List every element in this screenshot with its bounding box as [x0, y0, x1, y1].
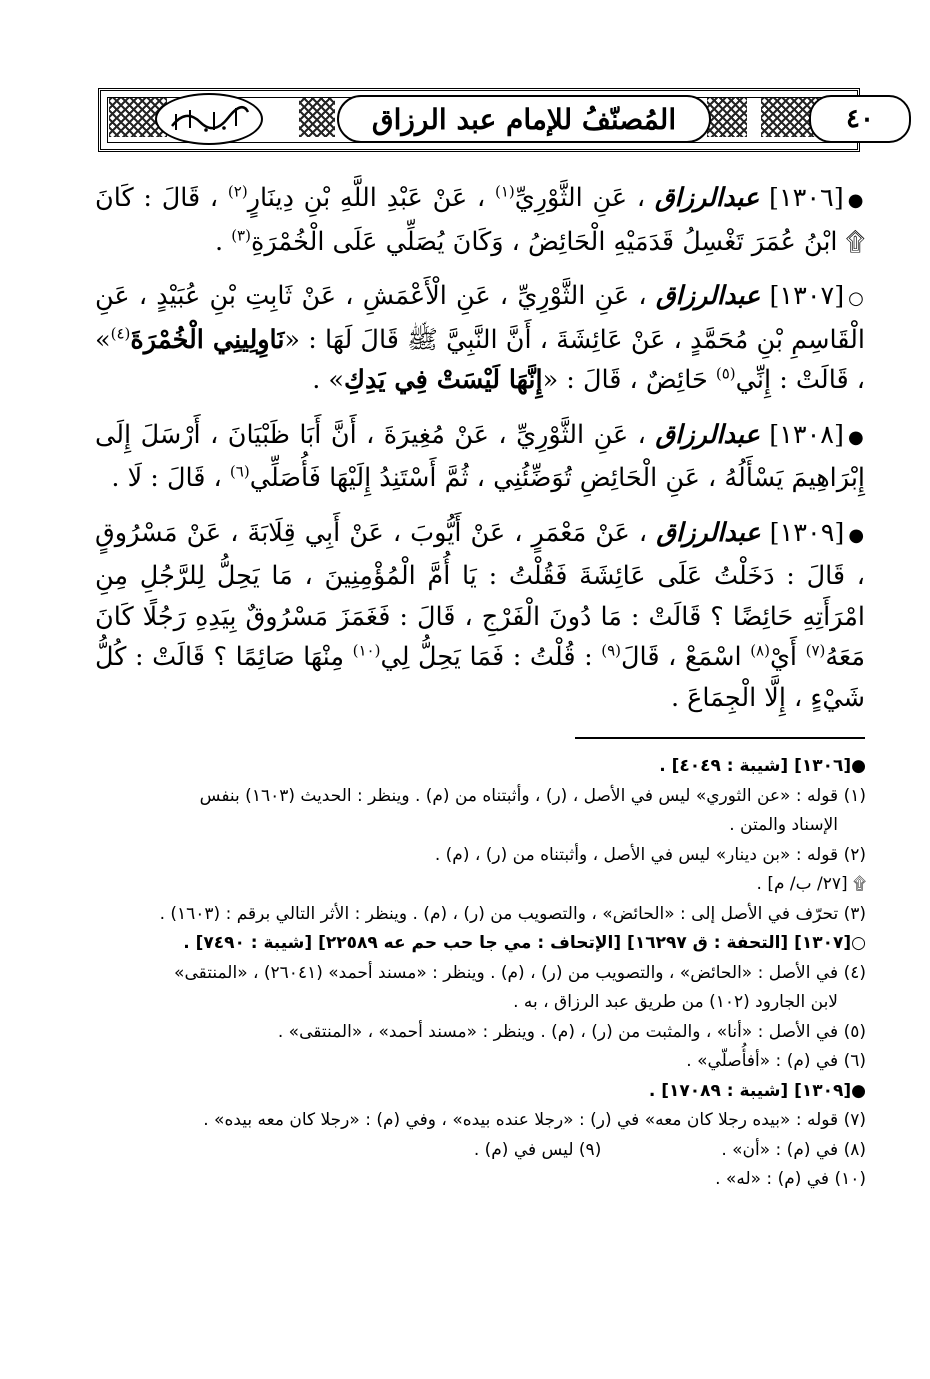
- hadith-1309: [95, 513, 865, 719]
- footnote-text: (١) قوله : «عن الثوري» ليس في الأصل ، (ر) ، وأثبتناه من (م) . وينظر : الحديث (١٦٠٣) بنفس: [199, 785, 866, 806]
- header-ornament-mid-right: [707, 97, 747, 137]
- footnote: (٥) في الأصل : «أنا» ، والمثبت من (ر) ، (م) . وينظر : «مسند أحمد» ، «المنتقى» .: [277, 1021, 866, 1042]
- hadith-text: » .: [312, 365, 345, 395]
- narrator-name: عبدالرزاق: [655, 281, 761, 311]
- calligraphy-seal-icon: [166, 102, 252, 136]
- footnote-ref: (١): [494, 182, 515, 201]
- footnote-ref: (١٠): [352, 641, 381, 660]
- hadith-text: حَائِضٌ ، قَالَ : «: [542, 365, 716, 395]
- footnote: (٧) قوله : «بيده رجلا كان معه» في (ر) : «رجلا عنده بيده» ، وفي (م) : «رجلا كان معه بيده» .: [203, 1110, 866, 1130]
- footnote: (٦) في (م) : «أفأُصلّي» .: [686, 1051, 866, 1071]
- narrator-name: عبدالرزاق: [655, 419, 760, 450]
- footnote-ref: (٨): [750, 641, 770, 660]
- hadith-text: ، عَنِ الثَّوْرِيِّ ، عَنْ مُغِيرَةَ ، أَنَّ أَبَا ظَبْيَانَ ، أَرْسَلَ إِلَى إِبْرَاهِيمَ يَسْأَلُهُ ، عَنِ الْحَائِضِ تُوَضِّئُنِي ، ثُمَّ أَسْتَنِدُ إِلَيْهَا فَأُصَلِّي: [95, 419, 865, 493]
- source-note: ○[١٣٠٧] [التحفة : ق ١٦٢٩٧] [الإتحاف : مي جا حب حم عه ٢٢٥٨٩] [شيبة : ٧٤٩٠] .: [183, 933, 866, 953]
- page-header: [98, 88, 874, 152]
- footnote-ref: (٤): [110, 324, 131, 342]
- main-text: [95, 178, 865, 732]
- footnote-pair: [98, 1136, 866, 1166]
- hadith-text: ، عَنِ الثَّوْرِيِّ: [514, 183, 646, 213]
- hadith-text: .: [214, 226, 232, 257]
- footnote-ref: (٧): [805, 641, 826, 660]
- bullet-marker: ○: [848, 288, 865, 309]
- hadith-text: ، عَنْ مَعْمَرٍ ، عَنْ أَيُّوبَ ، عَنْ أَبِي قِلَابَةَ ، عَنْ مَسْرُوقٍ ، قَالَ : دَخَلْتُ عَلَى عَائِشَةَ فَقُلْتُ : يَا أُمَّ الْمُؤْمِنِينَ ، مَا يَحِلُّ لِلرَّجُلِ مِنِ امْرَأَتِهِ حَائِضًا ؟ قَالَتْ : مَا دُونَ الْفَرْجِ ، قَالَ : فَغَمَزَ مَسْرُوقٌ بِيَدِهِ رَجُلًا كَانَ مَعَهُ: [95, 517, 865, 672]
- source-note: ●[١٣٠٦] [شيبة : ٤٠٤٩] .: [659, 756, 866, 776]
- footnote: (٢) قوله : «بن دينار» ليس في الأصل ، وأثبتناه من (ر) ، (م) .: [434, 844, 866, 865]
- hadith-text: ، عَنِ الثَّوْرِيِّ ، عَنِ الْأَعْمَشِ ، عَنْ ثَابِتِ بْنِ عُبَيْدٍ ، عَنِ الْقَاسِمِ بْنِ مُحَمَّدٍ ، عَنْ عَائِشَةَ ، أَنَّ النَّبِيَّ ﷺ قَالَ لَهَا : «: [95, 281, 865, 355]
- footnote-continuation: الإسناد والمتن .: [729, 815, 838, 835]
- page-number: ٤٠: [809, 95, 911, 143]
- hadith-1306: [95, 178, 865, 262]
- footnote: (٣) تحرّف في الأصل إلى : «الحائض» ، والتصويب من (ر) ، (م) . وينظر : الأثر التالي برقم : (١٦٠٣) .: [159, 903, 866, 924]
- header-ornament-mid-left: [299, 97, 335, 137]
- narrator-name: عبدالرزاق: [654, 183, 760, 213]
- footnote: (١٠) في (م) : «له» .: [715, 1169, 866, 1189]
- prophet-quote: نَاوِلِينِي الْخُمْرَةَ: [130, 324, 285, 355]
- footnote-ref: (٥): [715, 364, 736, 383]
- running-title: المُصنّفُ للإمام عبد الرزاق: [337, 95, 711, 143]
- hadith-1308: [95, 415, 865, 499]
- hadith-text: » ، قَالَتْ : إِنِّي: [95, 324, 865, 395]
- narrator-name: عبدالرزاق: [656, 517, 761, 548]
- hadith-ref: [١٣٠٧]: [769, 281, 845, 311]
- hadith-text: ، قَالَ : كَانَ ۩ ابْنُ عُمَرَ تَغْسِلُ قَدَمَيْهِ الْحَائِضُ ، وَكَانَ يُصَلِّي عَلَى الْخُمْرَةِ: [95, 183, 865, 257]
- hadith-text: مِنْهَا صَائِمًا ؟ قَالَتْ : كُلُّ شَيْءٍ ، إِلَّا الْجِمَاعَ .: [95, 642, 865, 713]
- prophet-quote: إِنَّهَا لَيْسَتْ فِي يَدِكِ: [344, 365, 543, 395]
- footnote-ref: (٦): [229, 462, 250, 481]
- hadith-ref: [١٣٠٨]: [769, 419, 844, 450]
- hadith-text: ، قَالَ : لَا .: [111, 463, 222, 493]
- hadith-ref: [١٣٠٩]: [769, 517, 845, 548]
- footnote: (٨) في (م) : «أن» .: [721, 1139, 866, 1160]
- hadith-text: أَيْ: [769, 642, 806, 672]
- hadith-text: اسْمَعْ ، قَالَ: [621, 642, 751, 672]
- bullet-marker: ●: [847, 190, 866, 211]
- footnote-ref: (٢): [227, 182, 248, 201]
- hadith-1307: [95, 276, 865, 401]
- book-seal-logo: [155, 93, 263, 145]
- footnote-continuation: لابن الجارود (١٠٢) من طريق عبد الرزاق ، به .: [513, 992, 838, 1012]
- footnotes: [98, 752, 866, 1195]
- hadith-text: ، عَنْ عَبْدِ اللَّهِ بْنِ دِينَارٍ: [247, 183, 486, 213]
- footnote: (٩) ليس في (م) .: [473, 1139, 602, 1160]
- footnote-ref: (٣): [231, 226, 251, 244]
- footnote: [98, 959, 866, 1018]
- footnote-text: (٤) في الأصل : «الحائض» ، والتصويب من (ر) ، (م) . وينظر : «مسند أحمد» (٢٦٠٤١) ، «المنتقى»: [174, 962, 866, 983]
- footnote: [98, 782, 866, 841]
- footnote-separator: [575, 737, 865, 739]
- bullet-marker: ●: [848, 524, 865, 546]
- hadith-ref: [١٣٠٦]: [769, 183, 844, 213]
- source-note: ●[١٣٠٩] [شيبة : ١٧٠٨٩] .: [648, 1080, 866, 1101]
- hadith-text: : قُلْتُ : فَمَا يَحِلُّ لِي: [380, 642, 602, 672]
- manuscript-marker: ۩ [٢٧/ ب/ م] .: [756, 874, 866, 894]
- footnote-ref: (٩): [601, 641, 622, 660]
- bullet-marker: ●: [847, 426, 866, 448]
